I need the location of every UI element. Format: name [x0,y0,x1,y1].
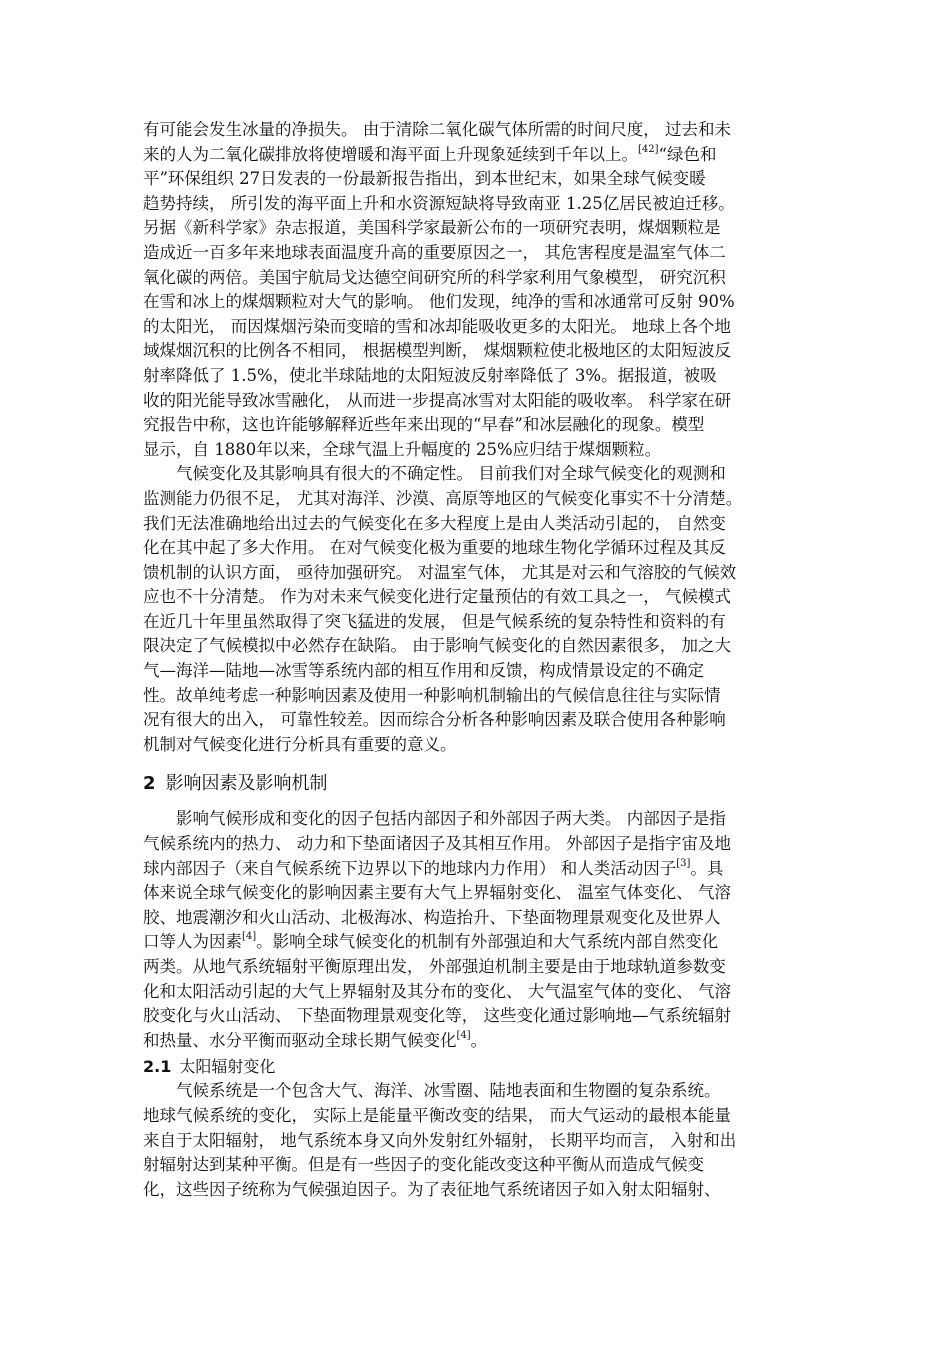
text-line: 另据《新科学家》杂志报道，美国科学家最新公布的一项研究表明，煤烟颗粒是 [143,218,721,238]
text-line: 趋势持续， 所引发的海平面上升和水资源短缺将导致南亚 1.25亿居民被迫迁移。 [143,193,735,213]
text-line: 我们无法准确地给出过去的气候变化在多大程度上是由人类活动引起的， 自然变 [143,513,726,533]
text-line: 胶变化与火山活动、 下垫面物理景观变化等， 这些变化通过影响地—气系统辐射 [143,1006,731,1026]
text-line: 机制对气候变化进行分析具有重要的意义。 [143,734,457,754]
text-span: 来的人为二氧化碳排放将使增暖和海平面上升现象延续到千年以上。 [143,144,638,164]
citation-ref: [42] [638,143,659,155]
citation-ref: [4] [456,1029,471,1041]
text-line: 化在其中起了多大作用。 在对气候变化极为重要的地球生物化学循环过程及其反 [143,538,726,558]
text-line: 平”环保组织 27日发表的一份最新报告指出，到本世纪末，如果全球气候变暖 [143,169,706,189]
text-line: 的太阳光， 而因煤烟污染而变暗的雪和冰却能吸收更多的太阳光。 地球上各个地 [143,316,731,336]
text-line: 造成近一百多年来地球表面温度升高的重要原因之一， 其危害程度是温室气体二 [143,242,726,262]
subsection-number: 2.1 [143,1057,172,1077]
text-line: 收的阳光能导致冰雪融化， 从而进一步提高冰雪对太阳能的吸收率。 科学家在研 [143,390,731,410]
text-line: 气候系统内的热力、 动力和下垫面诸因子及其相互作用。 外部因子是指宇宙及地 [143,834,731,854]
text-line: 在近几十年里虽然取得了突飞猛进的发展， 但是气候系统的复杂特性和资料的有 [143,611,726,631]
text-line: 射率降低了 1.5%，使北半球陆地的太阳短波反射率降低了 3%。据报道，被吸 [143,365,717,385]
section-title: 影响因素及影响机制 [165,773,328,795]
text-line-with-citation [143,143,808,168]
text-span: “绿色和 [658,144,717,164]
text-span: 。具 [690,858,724,878]
subsection-title: 太阳辐射变化 [179,1057,276,1077]
text-line: 显示，自 1880年以来，全球气温上升幅度的 25%应归结于煤烟颗粒。 [143,439,662,459]
paragraph-solar-radiation [143,1079,808,1202]
text-line: 有可能会发生冰量的净损失。 由于清除二氧化碳气体所需的时间尺度， 过去和未 [143,120,731,139]
paragraph-factors [143,807,808,1053]
text-span: 口等人为因素 [143,932,242,952]
text-line: 域煤烟沉积的比例各不相同， 根据模型判断， 煤烟颗粒使北极地区的太阳短波反 [143,341,731,361]
text-line: 在雪和冰上的煤烟颗粒对大气的影响。 他们发现，纯净的雪和冰通常可反射 90% [143,292,735,312]
subsection-heading [143,1055,808,1079]
text-line: 监测能力仍很不足， 尤其对海洋、沙漠、高原等地区的气候变化事实不十分清楚。 [143,488,743,508]
citation-ref: [3] [676,857,691,869]
text-line: 化和太阳活动引起的大气上界辐射及其分布的变化、 大气温室气体的变化、 气溶 [143,981,731,1001]
text-line: 气—海洋—陆地—冰雪等系统内部的相互作用和反馈，构成情景设定的不确定 [143,661,704,681]
paragraph-uncertainty [143,462,808,757]
text-line: 化，这些因子统称为气候强迫因子。为了表征地气系统诸因子如入射太阳辐射、 [143,1179,721,1199]
text-span: 。 [470,1030,488,1050]
document-page [143,118,808,1202]
citation-ref: [4] [242,931,257,943]
text-line: 影响气候形成和变化的因子包括内部因子和外部因子两大类。 内部因子是指 [143,809,726,829]
text-line: 来自于太阳辐射， 地气系统本身又向外发射红外辐射， 长期平均而言， 入射和出 [143,1130,737,1150]
text-line: 地球气候系统的变化， 实际上是能量平衡改变的结果， 而大气运动的最根本能量 [143,1105,731,1125]
text-line: 性。故单纯考虑一种影响因素及使用一种影响机制输出的气候信息往往与实际情 [143,685,721,705]
paragraph-climate-impacts [143,118,808,462]
text-line: 胶、地震潮汐和火山活动、北极海冰、构造抬升、下垫面物理景观变化及世界人 [143,907,721,927]
text-line: 究报告中称，这也许能够解释近些年来出现的“早春”和冰层融化的现象。模型 [143,415,705,435]
text-line: 氧化碳的两倍。美国宇航局戈达德空间研究所的科学家利用气象模型， 研究沉积 [143,267,726,287]
text-line: 应也不十分清楚。 作为对未来气候变化进行定量预估的有效工具之一， 气候模式 [143,587,731,607]
text-line-with-citation [143,1029,808,1054]
section-heading [143,771,808,797]
text-line-with-citation [143,857,808,882]
text-line: 气候系统是一个包含大气、海洋、冰雪圈、陆地表面和生物圈的复杂系统。 [143,1081,721,1101]
section-number: 2 [143,773,156,795]
text-line: 况有很大的出入， 可靠性较差。因而综合分析各种影响因素及联合使用各种影响 [143,710,726,730]
text-line: 射辐射达到某种平衡。但是有一些因子的变化能改变这种平衡从而造成气候变 [143,1155,704,1175]
text-line-with-citation [143,930,808,955]
text-line: 体来说全球气候变化的影响因素主要有大气上界辐射变化、 温室气体变化、 气溶 [143,883,731,903]
text-span: 和热量、水分平衡而驱动全球长期气候变化 [143,1030,457,1050]
text-line: 两类。从地气系统辐射平衡原理出发， 外部强迫机制主要是由于地球轨道参数变 [143,957,726,976]
text-span: 球内部因子（来自气候系统下边界以下的地球内力作用） 和人类活动因子 [143,858,677,878]
text-line: 馈机制的认识方面， 亟待加强研究。 对温室气体， 尤其是对云和气溶胶的气候效 [143,562,737,582]
text-line: 气候变化及其影响具有很大的不确定性。 目前我们对全球气候变化的观测和 [143,464,726,484]
text-line: 限决定了气候模拟中必然存在缺陷。 由于影响气候变化的自然因素很多， 加之大 [143,636,731,656]
text-span: 。影响全球气候变化的机制有外部强迫和大气系统内部自然变化 [256,932,719,952]
